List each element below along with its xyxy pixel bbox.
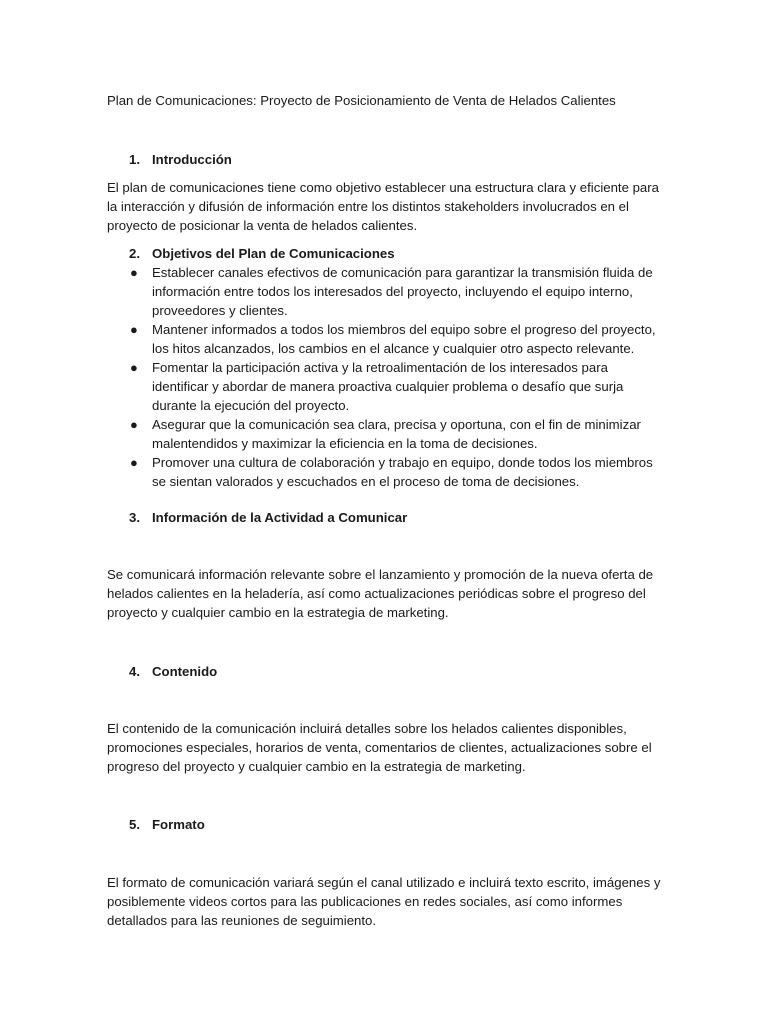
section-body-introduccion: El plan de comunicaciones tiene como objetivo establecer una estructura clara y eficiente para la interacción y difusión de información entre los distintos stakeholders involucrados en el proyecto de posicionar la venta de helados calientes. bbox=[107, 180, 659, 233]
bullet-icon: ● bbox=[130, 322, 138, 337]
section-heading-contenido bbox=[129, 662, 217, 681]
section-heading-text: Introducción bbox=[152, 152, 232, 167]
list-item bbox=[129, 453, 663, 491]
section-number: 1. bbox=[129, 152, 140, 167]
list-item-text: Asegurar que la comunicación sea clara, precisa y oportuna, con el fin de minimizar malentendidos y maximizar la eficiencia en la toma de decisiones. bbox=[152, 417, 641, 451]
section-heading-text: Objetivos del Plan de Comunicaciones bbox=[152, 246, 395, 261]
section-heading-informacion bbox=[129, 508, 407, 527]
section-number: 5. bbox=[129, 817, 140, 832]
section-heading-text: Contenido bbox=[152, 664, 218, 679]
section-number: 3. bbox=[129, 510, 140, 525]
section-body-contenido: El contenido de la comunicación incluirá detalles sobre los helados calientes disponibles, promociones especiales, horarios de venta, comentarios de clientes, actualizaciones sobre el progreso del proyecto y cualquier cambio en la estrategia de marketing. bbox=[107, 721, 652, 774]
list-item bbox=[129, 358, 663, 415]
list-item-text: Fomentar la participación activa y la retroalimentación de los interesados para identificar y abordar de manera proactiva cualquier problema o desafío que surja durante la ejecución del proyecto. bbox=[152, 360, 624, 413]
bullet-icon: ● bbox=[130, 360, 138, 375]
document-title: Plan de Comunicaciones: Proyecto de Posicionamiento de Venta de Helados Calientes bbox=[107, 93, 616, 108]
objectives-list bbox=[129, 263, 663, 491]
bullet-icon: ● bbox=[130, 455, 138, 470]
section-heading-formato bbox=[129, 815, 205, 834]
list-item bbox=[129, 263, 663, 320]
list-item bbox=[129, 415, 663, 453]
section-number: 4. bbox=[129, 664, 140, 679]
list-item bbox=[129, 320, 663, 358]
section-heading-objetivos bbox=[129, 244, 395, 263]
section-number: 2. bbox=[129, 246, 140, 261]
section-heading-introduccion bbox=[129, 150, 232, 169]
list-item-text: Mantener informados a todos los miembros del equipo sobre el progreso del proyecto, los hitos alcanzados, los cambios en el alcance y cualquier otro aspecto relevante. bbox=[152, 322, 656, 356]
section-heading-text: Formato bbox=[152, 817, 205, 832]
section-body-formato: El formato de comunicación variará según el canal utilizado e incluirá texto escrito, imágenes y posiblemente videos cortos para las publicaciones en redes sociales, así como informes detallados para las reuniones de seguimiento. bbox=[107, 875, 661, 928]
list-item-text: Establecer canales efectivos de comunicación para garantizar la transmisión fluida de información entre todos los interesados del proyecto, incluyendo el equipo interno, proveedores y clientes. bbox=[152, 265, 653, 318]
bullet-icon: ● bbox=[130, 265, 138, 280]
bullet-icon: ● bbox=[130, 417, 138, 432]
section-body-informacion: Se comunicará información relevante sobre el lanzamiento y promoción de la nueva oferta de helados calientes en la heladería, así como actualizaciones periódicas sobre el progreso del proyecto y cualquier cambio en la estrategia de marketing. bbox=[107, 567, 654, 620]
list-item-text: Promover una cultura de colaboración y trabajo en equipo, donde todos los miembros se sientan valorados y escuchados en el proceso de toma de decisiones. bbox=[152, 455, 653, 489]
section-heading-text: Información de la Actividad a Comunicar bbox=[152, 510, 408, 525]
